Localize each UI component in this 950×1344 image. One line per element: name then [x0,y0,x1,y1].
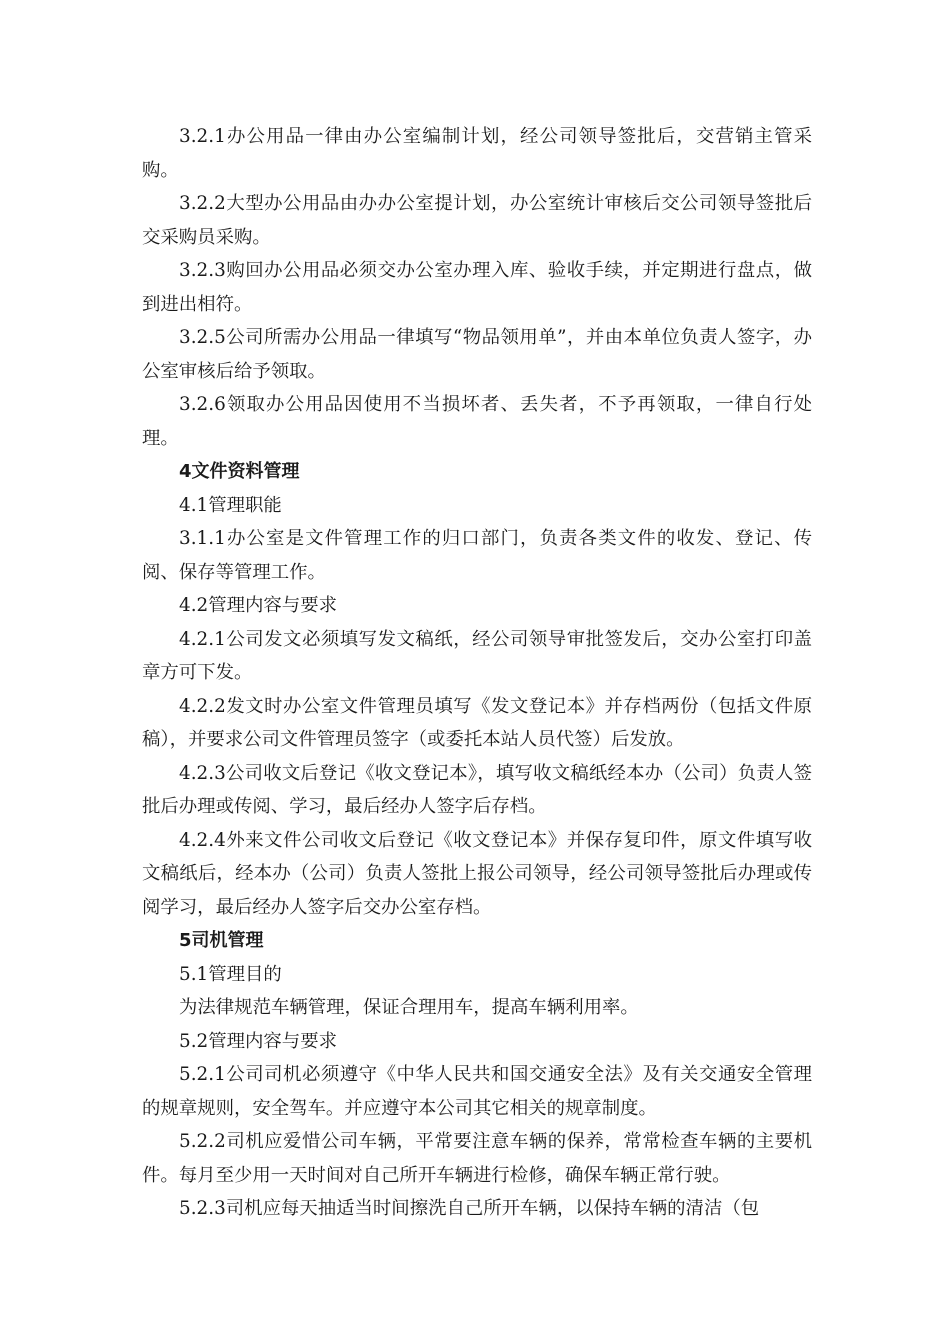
paragraph-4-2-4: 4.2.4外来文件公司收文后登记《收文登记本》并保存复印件，原文件填写收文稿纸后，经本办（公司）负责人签批上报公司领导，经公司领导签批后办理或传阅学习，最后经办人签字后交办公室存档。 [142,829,812,918]
section-heading-4: 4文件资料管理 [179,461,300,482]
paragraph-3-2-6: 3.2.6领取办公用品因使用不当损坏者、丢失者，不予再领取，一律自行处理。 [142,394,812,449]
paragraph-4-2-1: 4.2.1公司发文必须填写发文稿纸，经公司领导审批签发后，交办公室打印盖章方可下发。 [142,628,812,683]
paragraph-3-1-1: 3.1.1办公室是文件管理工作的归口部门，负责各类文件的收发、登记、传阅、保存等管理工作。 [142,528,812,583]
paragraph-5-2-1: 5.2.1公司司机必须遵守《中华人民共和国交通安全法》及有关交通安全管理的规章规则，安全驾车。并应遵守本公司其它相关的规章制度。 [142,1064,812,1119]
subheading-4-2: 4.2管理内容与要求 [179,595,337,616]
paragraph-3-2-2: 3.2.2大型办公用品由办办公室提计划，办公室统计审核后交公司领导签批后交采购员采购。 [142,193,812,248]
paragraph-5-2-3: 5.2.3司机应每天抽适当时间擦洗自己所开车辆，以保持车辆的清洁（包 [179,1198,760,1219]
subheading-5-1: 5.1管理目的 [179,963,282,985]
paragraph-3-2-3: 3.2.3购回办公用品必须交办公室办理入库、验收手续，并定期进行盘点，做到进出相符。 [142,260,812,315]
subheading-4-1: 4.1管理职能 [179,494,282,516]
document-body [142,120,812,1226]
paragraph-4-2-2: 4.2.2发文时办公室文件管理员填写《发文登记本》并存档两份（包括文件原稿），并要求公司文件管理员签字（或委托本站人员代签）后发放。 [142,695,812,750]
paragraph-3-2-5: 3.2.5公司所需办公用品一律填写“物品领用单”，并由本单位负责人签字，办公室审核后给予领取。 [142,327,812,382]
paragraph-5-1-body: 为法律规范车辆管理，保证合理用车，提高车辆利用率。 [179,997,639,1018]
section-heading-5: 5司机管理 [179,930,264,951]
subheading-5-2: 5.2管理内容与要求 [179,1030,337,1052]
paragraph-3-2-1: 3.2.1办公用品一律由办公室编制计划，经公司领导签批后，交营销主管采购。 [142,126,812,181]
paragraph-4-2-3: 4.2.3公司收文后登记《收文登记本》，填写收文稿纸经本办（公司）负责人签批后办理或传阅、学习，最后经办人签字后存档。 [142,762,812,817]
paragraph-5-2-2: 5.2.2司机应爱惜公司车辆，平常要注意车辆的保养，常常检查车辆的主要机件。每月至少用一天时间对自己所开车辆进行检修，确保车辆正常行驶。 [142,1131,812,1186]
